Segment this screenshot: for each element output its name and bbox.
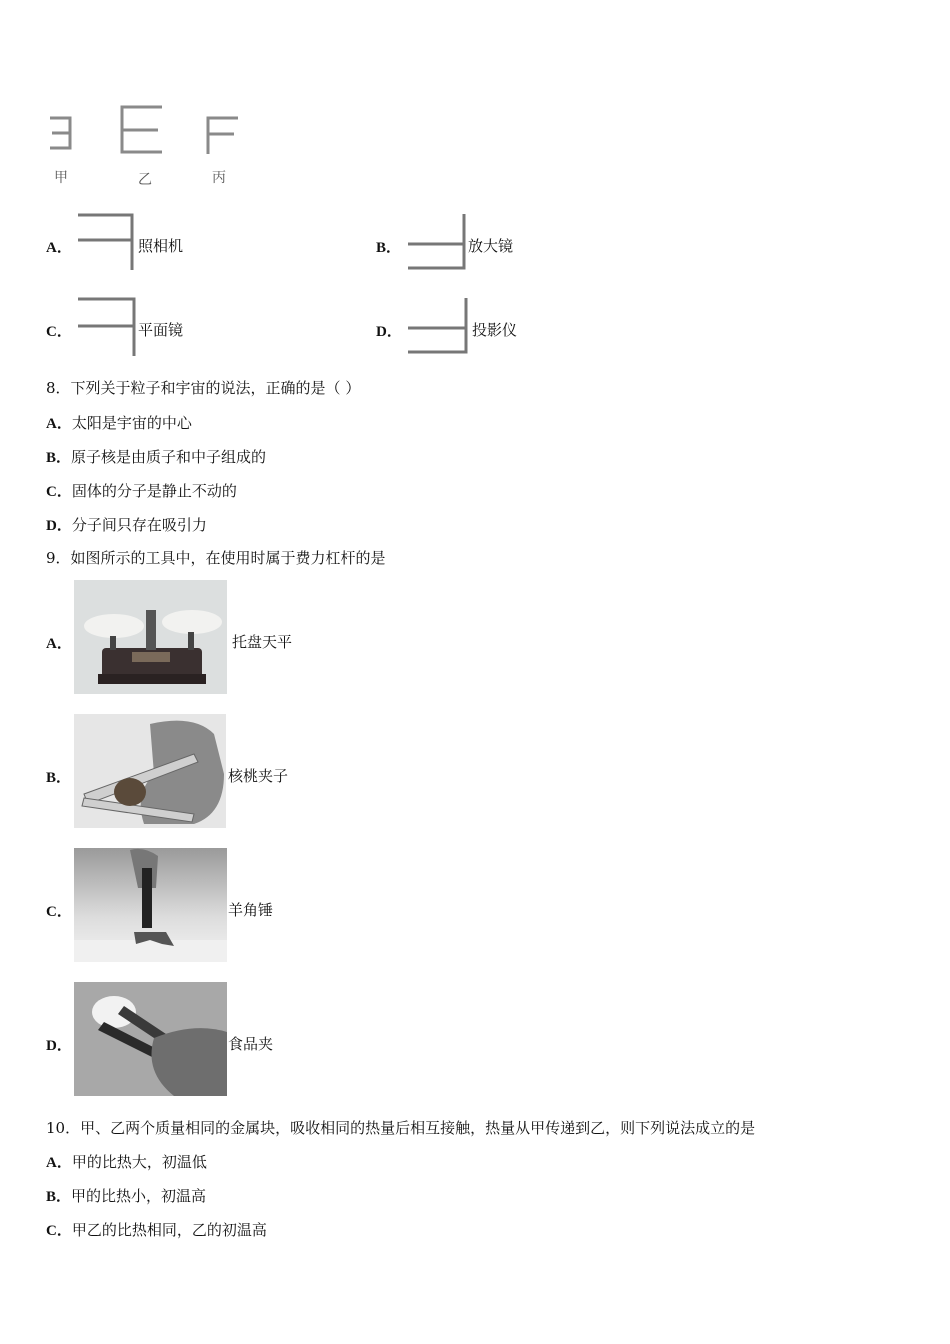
option-letter: C． bbox=[46, 904, 72, 920]
option-letter: D． bbox=[376, 324, 402, 340]
option-text: 食品夹 bbox=[228, 1035, 274, 1053]
letter-image-jia bbox=[46, 114, 76, 154]
q8-option-d[interactable] bbox=[46, 514, 207, 535]
option-letter: A． bbox=[46, 1155, 72, 1171]
q7-option-b[interactable] bbox=[376, 208, 676, 276]
option-letter: B． bbox=[376, 240, 402, 256]
q7-option-d[interactable] bbox=[376, 292, 676, 360]
label-jia: 甲 bbox=[54, 170, 68, 186]
q8-option-a[interactable] bbox=[46, 412, 192, 433]
option-text: 放大镜 bbox=[468, 237, 514, 255]
q8-option-b[interactable] bbox=[46, 446, 266, 467]
option-letter: C． bbox=[46, 324, 72, 340]
q8-option-c[interactable] bbox=[46, 480, 237, 501]
option-text: 羊角锤 bbox=[228, 901, 274, 919]
option-text: 核桃夹子 bbox=[228, 767, 289, 785]
option-letter: B． bbox=[46, 1189, 72, 1205]
label-yi: 乙 bbox=[138, 172, 152, 188]
option-letter: D． bbox=[46, 518, 72, 534]
option-text: 托盘天平 bbox=[232, 633, 293, 651]
claw-hammer-photo bbox=[74, 848, 227, 962]
q10-option-a[interactable] bbox=[46, 1151, 207, 1172]
option-text: 太阳是宇宙的中心 bbox=[71, 414, 192, 432]
option-letter: C． bbox=[46, 484, 72, 500]
option-text: 甲的比热大，初温低 bbox=[71, 1153, 207, 1171]
option-letter: C． bbox=[46, 1223, 72, 1239]
mirror-image-a bbox=[74, 210, 136, 272]
option-letter: A． bbox=[46, 636, 72, 652]
option-text: 甲的比热小，初温高 bbox=[71, 1187, 207, 1205]
option-text: 分子间只存在吸引力 bbox=[71, 516, 207, 534]
option-letter: A． bbox=[46, 240, 72, 256]
option-text: 平面镜 bbox=[138, 321, 184, 339]
q9-stem: 9．如图所示的工具中，在使用时属于费力杠杆的是 bbox=[46, 549, 386, 567]
label-bing: 丙 bbox=[212, 170, 226, 186]
q7-figure bbox=[40, 100, 260, 200]
q9-option-d[interactable] bbox=[46, 982, 446, 1097]
q10-option-c[interactable] bbox=[46, 1219, 267, 1240]
q7-option-c[interactable] bbox=[46, 292, 346, 360]
letter-image-bing bbox=[204, 114, 242, 156]
q9-option-a[interactable] bbox=[46, 580, 446, 695]
letter-image-yi bbox=[118, 104, 166, 156]
option-letter: D． bbox=[46, 1038, 72, 1054]
mirror-image-c bbox=[74, 294, 138, 358]
food-tongs-photo bbox=[74, 982, 227, 1096]
option-letter: A． bbox=[46, 416, 72, 432]
q7-option-a[interactable] bbox=[46, 208, 346, 276]
q10-stem: 10．甲、乙两个质量相同的金属块，吸收相同的热量后相互接触，热量从甲传递到乙，则下列说法成立的是 bbox=[46, 1119, 756, 1137]
balance-photo bbox=[74, 580, 227, 694]
option-text: 投影仪 bbox=[472, 321, 518, 339]
nutcracker-photo bbox=[74, 714, 226, 828]
mirror-image-b bbox=[404, 210, 468, 272]
option-text: 照相机 bbox=[138, 237, 184, 255]
q10-option-b[interactable] bbox=[46, 1185, 206, 1206]
option-letter: B． bbox=[46, 770, 72, 786]
mirror-image-d bbox=[404, 294, 472, 356]
option-letter: B． bbox=[46, 450, 72, 466]
q9-option-b[interactable] bbox=[46, 714, 446, 829]
q9-option-c[interactable] bbox=[46, 848, 446, 963]
option-text: 固体的分子是静止不动的 bbox=[71, 482, 237, 500]
option-text: 甲乙的比热相同，乙的初温高 bbox=[71, 1221, 267, 1239]
q8-stem: 8．下列关于粒子和宇宙的说法，正确的是（ ） bbox=[46, 379, 361, 397]
option-text: 原子核是由质子和中子组成的 bbox=[71, 448, 267, 466]
